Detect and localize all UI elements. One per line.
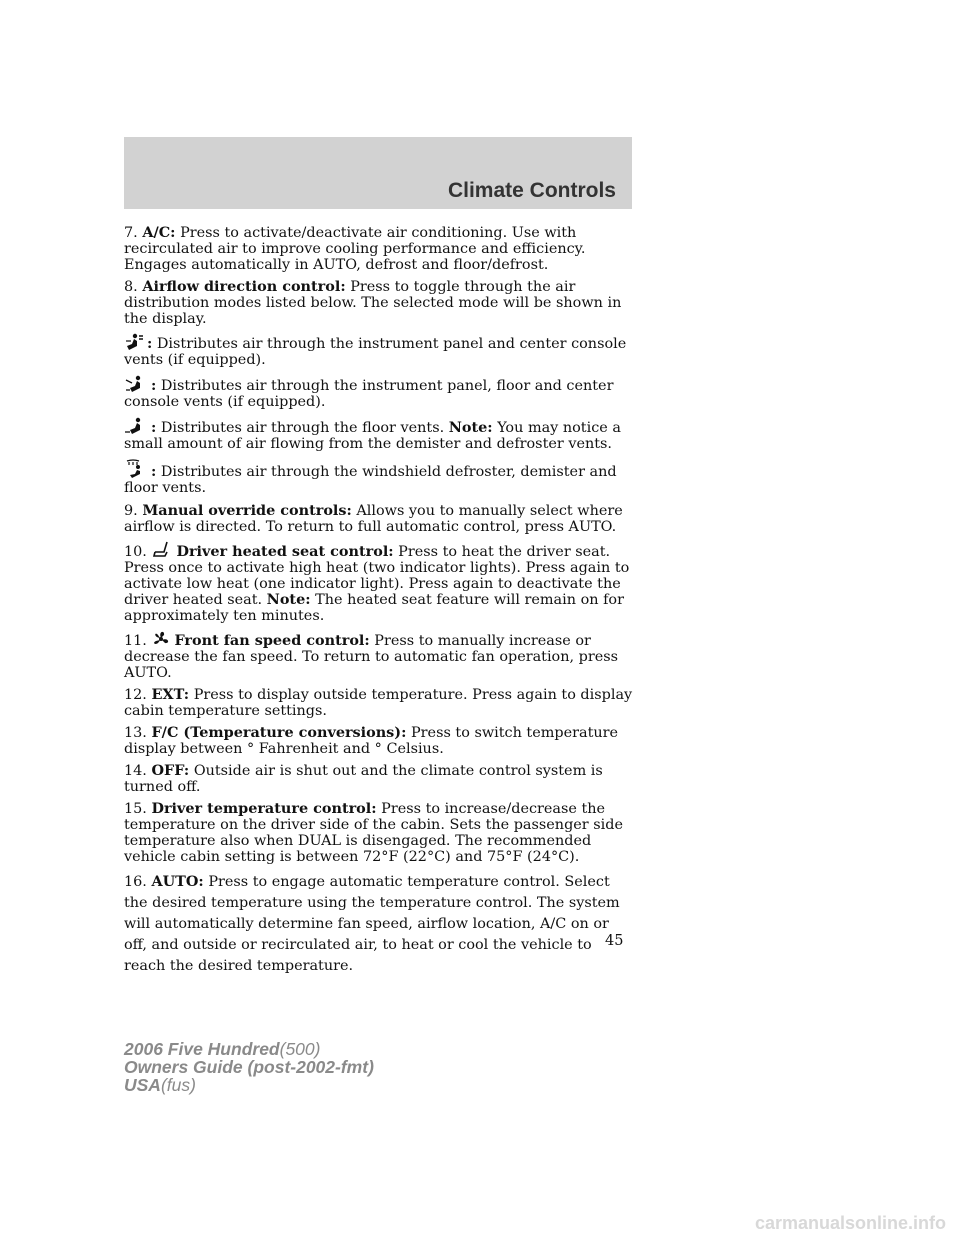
item-7: 7. A/C: Press to activate/deactivate air conditioning. Use with recirculated air to improve cooling performance and efficiency. Engages automatically in AUTO, defrost and floor/defrost. [124, 224, 586, 273]
panel-vent-icon [124, 333, 144, 351]
floor-vent-icon [124, 417, 148, 435]
item-10: 10. Driver heated seat control: Press to heat the driver seat. Press once to activate high heat (two indicator lights). Press again to activate low heat (one indicator light). Press again to deactivate the driver heated seat. Note: The heated seat feature will remain on for approximately ten minutes. [124, 543, 630, 624]
section-title: Climate Controls [447, 179, 616, 202]
item-12: 12. EXT: Press to display outside temperature. Press again to display cabin temperature settings. [124, 686, 633, 719]
footer-line-2: Owners Guide (post-2002-fmt) [124, 1057, 374, 1077]
item-11: 11. Front fan speed control: Press to manually increase or decrease the fan speed. To return to automatic fan operation, press AUTO. [124, 632, 619, 681]
page-number: 45 [605, 933, 624, 949]
mode-floor: : Distributes air through the floor vents. Note: You may notice a small amount of air flowing from the demister and defroster vents. [124, 419, 621, 452]
item-14: 14. OFF: Outside air is shut out and the climate control system is turned off. [124, 762, 603, 795]
page-body [124, 225, 636, 983]
item-8: 8. Airflow direction control: Press to toggle through the air distribution modes listed below. The selected mode will be shown in the display. [124, 278, 622, 327]
footer-line-1: 2006 Five Hundred(500) [124, 1039, 321, 1059]
page-header [124, 137, 632, 209]
watermark: carmanualsonline.info [754, 1213, 946, 1233]
item-16: 16. AUTO: Press to engage automatic temperature control. Select the desired temperature using the temperature control. The system will automatically determine fan speed, airflow location, A/C on or off, and outside or recirculated air, to heat or cool the vehicle to reach the desired temperature. [124, 873, 620, 974]
mode-panel: : Distributes air through the instrument panel and center console vents (if equipped). [124, 335, 627, 368]
item-15: 15. Driver temperature control: Press to increase/decrease the temperature on the driver side of the cabin. Sets the passenger side temperature also when DUAL is disengaged. The recommended vehicle cabin setting is between 72°F (22°C) and 75°F (24°C). [124, 800, 623, 865]
heated-seat-icon [151, 541, 173, 559]
fan-icon [151, 630, 171, 648]
footer-line-3: USA(fus) [124, 1075, 196, 1095]
mode-panel-floor: : Distributes air through the instrument panel, floor and center console vents (if equipped). [124, 377, 614, 410]
item-9: 9. Manual override controls: Allows you to manually select where airflow is directed. To return to full automatic control, press AUTO. [124, 502, 623, 535]
panel-floor-vent-icon [124, 375, 148, 393]
mode-defrost-floor: : Distributes air through the windshield defroster, demister and floor vents. [124, 459, 636, 496]
item-13: 13. F/C (Temperature conversions): Press to switch temperature display between ° Fahrenheit and ° Celsius. [124, 724, 619, 757]
document-footer [124, 1040, 374, 1094]
defrost-floor-icon [124, 459, 148, 479]
